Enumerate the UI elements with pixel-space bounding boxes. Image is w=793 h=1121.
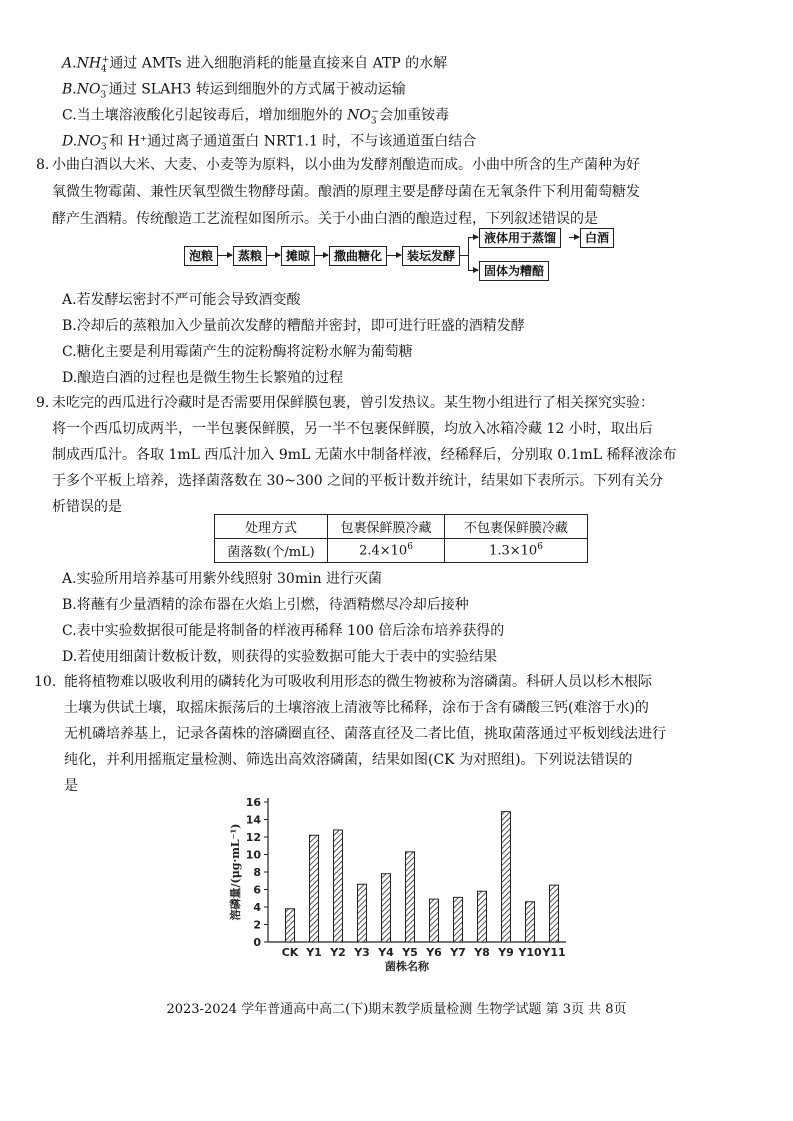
- bar: [454, 897, 463, 942]
- q10-line-1: 能将植物难以吸收利用的磷转化为可吸收利用形态的微生物被称为溶磷菌。科研人员以杉木根际: [64, 674, 652, 690]
- q9-line-5: 析错误的是: [52, 499, 122, 515]
- bar: [502, 812, 511, 942]
- flow-step-steam: 蒸粮: [233, 246, 267, 266]
- q10-line-4: 纯化，并利用摇瓶定量检测、筛选出高效溶磷菌，结果如图(CK 为对照组)。下列说法错误的: [64, 752, 633, 768]
- flow-arrow: [218, 255, 232, 256]
- table-cell: [445, 539, 588, 563]
- bar: [430, 899, 439, 942]
- flow-branch-liquid: 液体用于蒸馏: [479, 228, 561, 248]
- bar: [358, 884, 367, 942]
- x-tick-label: CK: [281, 946, 299, 959]
- flow-step-soak: 泡粮: [184, 246, 218, 266]
- x-tick-label: Y11: [542, 946, 566, 959]
- option-letter: C.: [62, 107, 77, 124]
- cell-value: 1.3×10: [489, 543, 538, 559]
- table-header-cell: 不包裹保鲜膜冷藏: [445, 515, 588, 539]
- chem-formula: NH: [76, 55, 102, 72]
- table-header-cell: 处理方式: [215, 515, 328, 539]
- flow-arrow: [569, 237, 579, 238]
- bar: [406, 852, 415, 942]
- bar-chart: [226, 790, 596, 975]
- x-tick-label: Y2: [330, 946, 346, 959]
- x-axis-label: 菌株名称: [385, 960, 429, 973]
- table-header-row: [215, 515, 588, 539]
- q10-line-3: 无机磷培养基上，记录各菌株的溶磷圈直径、菌落直径及二者比值，挑取菌落通过平板划线法进行: [64, 726, 666, 742]
- x-tick-label: Y1: [306, 946, 322, 959]
- q8-option-d: D.酿造白酒的过程也是微生物生长繁殖的过程: [62, 370, 344, 386]
- q7-option-d: [62, 128, 476, 157]
- q8-option-a: A.若发酵坛密封不严可能会导致酒变酸: [62, 292, 301, 308]
- x-tick-label: Y7: [450, 946, 466, 959]
- q8-line-2: 氧微生物霉菌、兼性厌氧型微生物酵母菌。酿酒的原理主要是酵母菌在无氧条件下利用葡萄糖发: [52, 184, 640, 200]
- bar: [478, 891, 487, 942]
- bar: [286, 909, 295, 942]
- table-cell: [328, 539, 445, 563]
- chem-sub: 3: [100, 142, 107, 153]
- y-tick-label: 0: [253, 936, 261, 949]
- x-tick-label: Y4: [378, 946, 394, 959]
- q9-results-table: [214, 514, 588, 563]
- chem-sup: +: [101, 55, 110, 65]
- flow-branch-solid: 固体为糟醅: [479, 261, 549, 281]
- chem-sub: 3: [370, 116, 377, 127]
- bar: [550, 885, 559, 942]
- flow-arrow: [267, 255, 280, 256]
- option-letter: B.: [62, 81, 77, 98]
- x-tick-label: Y3: [354, 946, 370, 959]
- bar: [526, 902, 535, 942]
- q8-line-3: 酵产生酒精。传统酿造工艺流程如图所示。关于小曲白酒的酿造过程，下列叙述错误的是: [52, 211, 598, 227]
- y-tick-label: 4: [253, 901, 261, 914]
- flow-branch-stem: [460, 255, 468, 256]
- chem-formula: NO: [347, 107, 371, 124]
- q9-number: 9.: [36, 395, 50, 411]
- flow-arrow: [468, 237, 478, 238]
- q9-option-b: B.将蘸有少量酒精的涂布器在火焰上引燃，待酒精燃尽冷却后接种: [62, 597, 469, 613]
- y-tick-label: 2: [253, 918, 261, 932]
- y-tick-label: 6: [253, 883, 261, 897]
- table-header-cell: 包裹保鲜膜冷藏: [328, 515, 445, 539]
- cell-value: 2.4×10: [359, 543, 408, 559]
- flow-branch-vertical: [468, 237, 469, 271]
- x-tick-label: Y8: [474, 946, 490, 959]
- option-text: 会加重铵毒: [379, 107, 450, 124]
- option-letter: A.: [62, 55, 77, 72]
- x-tick-label: Y10: [518, 946, 542, 959]
- y-tick-label: 8: [253, 866, 261, 879]
- chem-sub: 4: [101, 64, 107, 75]
- x-tick-label: Y9: [498, 946, 514, 959]
- flow-arrow: [468, 270, 478, 271]
- y-tick-label: 12: [245, 831, 261, 844]
- q9-line-1: 未吃完的西瓜进行冷藏时是否需要用保鲜膜包裹，曾引发热议。某生物小组进行了相关探究实验：: [52, 395, 654, 411]
- chem-formula: NO: [76, 81, 101, 98]
- option-text-before: 当土壤溶液酸化引起铵毒后，增加细胞外的: [76, 107, 348, 124]
- table-row: [215, 539, 588, 563]
- y-tick-label: 14: [245, 813, 261, 827]
- page-footer: 2023-2024 学年普通高中高二(下)期末教学质量检测 生物学试题 第 3页 共 8页: [166, 1002, 627, 1017]
- q9-line-2: 将一个西瓜切成两半，一半包裹保鲜膜，另一半不包裹保鲜膜，均放入冰箱冷藏 12 小时，取出后: [52, 421, 653, 437]
- q10-line-5: 是: [64, 778, 78, 794]
- flow-step-ferment: 装坛发酵: [402, 246, 460, 266]
- q9-option-a: A.实验所用培养基可用紫外线照射 30min 进行灭菌: [62, 571, 383, 587]
- chem-sup: −: [101, 81, 109, 91]
- q8-line-1: 小曲白酒以大米、大麦、小麦等为原料，以小曲为发酵剂酿造而成。小曲中所含的生产菌种为好: [52, 157, 640, 173]
- q8-number: 8.: [36, 157, 50, 173]
- bar: [310, 835, 319, 942]
- q9-option-d: D.若使用细菌计数板计数，则获得的实验数据可能大于表中的实验结果: [62, 649, 498, 665]
- option-text: 通过 AMTs 进入细胞消耗的能量直接来自 ATP 的水解: [109, 55, 448, 72]
- cell-exponent: 6: [407, 542, 413, 553]
- option-letter: D.: [62, 133, 78, 150]
- flow-arrow: [387, 255, 401, 256]
- y-axis-label: 溶磷量/(μg·mL⁻¹): [229, 823, 242, 921]
- chem-formula: NO: [77, 133, 101, 150]
- table-row-label: 菌落数(个/mL): [215, 539, 328, 563]
- q9-line-3: 制成西瓜汁。各取 1mL 西瓜汁加入 9mL 无菌水中制备样液，经稀释后，分别取 0.1mL 稀释液涂布: [52, 447, 677, 463]
- chem-sub: 3: [100, 90, 107, 101]
- option-text: 通过 SLAH3 转运到细胞外的方式属于被动运输: [108, 81, 406, 98]
- flow-arrow: [315, 255, 328, 256]
- q8-option-c: C.糖化主要是利用霉菌产生的淀粉酶将淀粉水解为葡萄糖: [62, 344, 413, 360]
- q8-option-b: B.冷却后的蒸粮加入少量前次发酵的糟醅并密封，即可进行旺盛的酒精发酵: [62, 318, 525, 334]
- option-text: 和 H⁺通过离子通道蛋白 NRT1.1 时，不与该通道蛋白结合: [109, 133, 477, 150]
- q10-line-2: 土壤为供试土壤，取摇床振荡后的土壤溶液上清液等比稀释，涂布于含有磷酸三钙(难溶于水)的: [64, 700, 649, 716]
- flow-step-saccharify: 撒曲糖化: [329, 246, 387, 266]
- chem-sup: −: [101, 133, 110, 143]
- x-tick-label: Y5: [402, 946, 418, 959]
- y-tick-label: 16: [245, 796, 261, 809]
- x-tick-label: Y6: [426, 946, 442, 959]
- chem-sup: −: [371, 107, 380, 117]
- flow-step-cool: 摊晾: [281, 246, 315, 266]
- q9-option-c: C.表中实验数据很可能是将制备的样液再稀释 100 倍后涂布培养获得的: [62, 623, 505, 639]
- y-tick-label: 10: [245, 848, 261, 862]
- q10-number: 10.: [34, 674, 57, 690]
- q9-line-4: 于多个平板上培养，选择菌落数在 30~300 之间的平板计数并统计，结果如下表所示。下列有关分: [52, 473, 664, 489]
- cell-exponent: 6: [537, 542, 543, 553]
- bar: [382, 874, 391, 942]
- bar: [334, 830, 343, 942]
- flow-branch-liquor: 白酒: [580, 228, 614, 248]
